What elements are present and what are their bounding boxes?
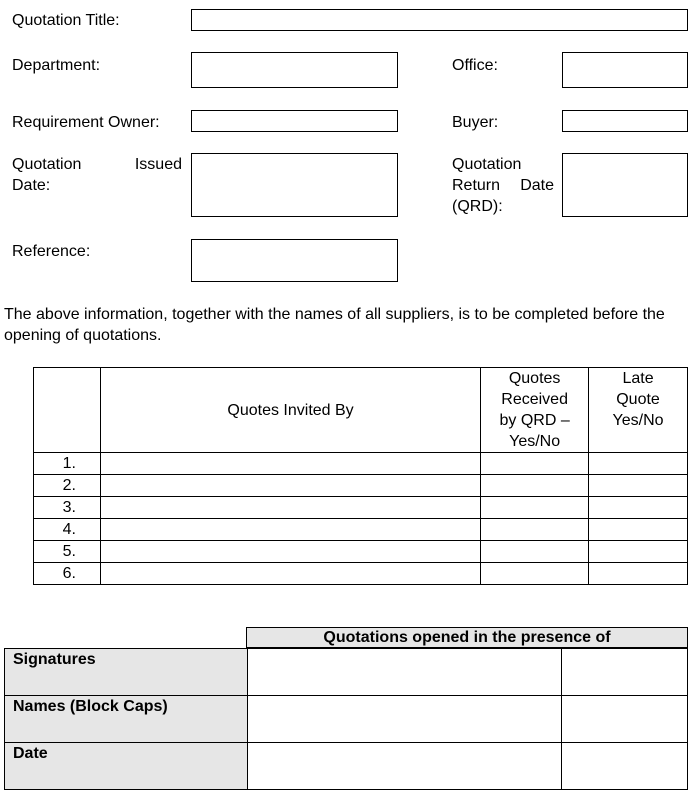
department-label: Department:	[12, 57, 101, 74]
received-cell[interactable]	[481, 541, 589, 563]
buyer-field[interactable]	[562, 110, 688, 132]
table-row	[34, 541, 688, 563]
row-number: 3.	[34, 497, 101, 519]
name-cell[interactable]	[562, 696, 688, 743]
supplier-cell[interactable]	[100, 519, 480, 541]
quotation-title-field[interactable]	[191, 9, 688, 31]
row-number: 6.	[34, 563, 101, 585]
quotation-issued-date-field[interactable]	[191, 153, 398, 217]
quotation-return-date-label: Quotation Return Date (QRD):	[452, 156, 554, 215]
names-row	[5, 696, 688, 743]
late-cell[interactable]	[589, 475, 688, 497]
received-cell[interactable]	[481, 563, 589, 585]
table-row	[34, 563, 688, 585]
date-cell[interactable]	[247, 743, 562, 790]
row-number: 2.	[34, 475, 101, 497]
quotation-title-label: Quotation Title:	[12, 12, 120, 29]
received-cell[interactable]	[481, 519, 589, 541]
name-cell[interactable]	[247, 696, 562, 743]
supplier-cell[interactable]	[100, 563, 480, 585]
date-label: Date	[5, 743, 248, 790]
late-cell[interactable]	[589, 453, 688, 475]
office-field[interactable]	[562, 52, 688, 88]
late-cell[interactable]	[589, 563, 688, 585]
table-row	[34, 453, 688, 475]
table-row	[34, 519, 688, 541]
received-cell[interactable]	[481, 497, 589, 519]
late-cell[interactable]	[589, 541, 688, 563]
supplier-cell[interactable]	[100, 453, 480, 475]
supplier-cell[interactable]	[100, 497, 480, 519]
table-row	[34, 497, 688, 519]
reference-field[interactable]	[191, 239, 398, 282]
row-number: 5.	[34, 541, 101, 563]
buyer-label: Buyer:	[452, 114, 499, 131]
reference-label: Reference:	[12, 243, 91, 260]
requirement-owner-field[interactable]	[191, 110, 398, 132]
received-cell[interactable]	[481, 453, 589, 475]
received-cell[interactable]	[481, 475, 589, 497]
quotes-table	[33, 367, 688, 585]
row-number: 4.	[34, 519, 101, 541]
department-field[interactable]	[191, 52, 398, 88]
date-row	[5, 743, 688, 790]
late-quote-header: Late Quote Yes/No	[589, 368, 688, 453]
supplier-cell[interactable]	[100, 475, 480, 497]
signatures-row	[5, 649, 688, 696]
quotation-issued-date-label: Quotation Issued Date:	[12, 156, 182, 194]
signature-cell[interactable]	[247, 649, 562, 696]
table-row	[34, 475, 688, 497]
row-number: 1.	[34, 453, 101, 475]
number-column-header	[34, 368, 101, 453]
quotations-opened-header: Quotations opened in the presence of	[246, 627, 688, 648]
late-cell[interactable]	[589, 519, 688, 541]
quotes-invited-by-header: Quotes Invited By	[100, 368, 480, 453]
opening-witness-table	[4, 648, 688, 790]
quotes-table-header-row	[34, 368, 688, 453]
office-label: Office:	[452, 57, 498, 74]
names-label: Names (Block Caps)	[5, 696, 248, 743]
supplier-cell[interactable]	[100, 541, 480, 563]
late-cell[interactable]	[589, 497, 688, 519]
quotation-return-date-field[interactable]	[562, 153, 688, 217]
requirement-owner-label: Requirement Owner:	[12, 114, 160, 131]
instruction-note: The above information, together with the names of all suppliers, is to be completed before the opening of quotations.	[4, 306, 665, 344]
quotes-received-header: Quotes Received by QRD – Yes/No	[481, 368, 589, 453]
signatures-label: Signatures	[5, 649, 248, 696]
date-cell[interactable]	[562, 743, 688, 790]
signature-cell[interactable]	[562, 649, 688, 696]
